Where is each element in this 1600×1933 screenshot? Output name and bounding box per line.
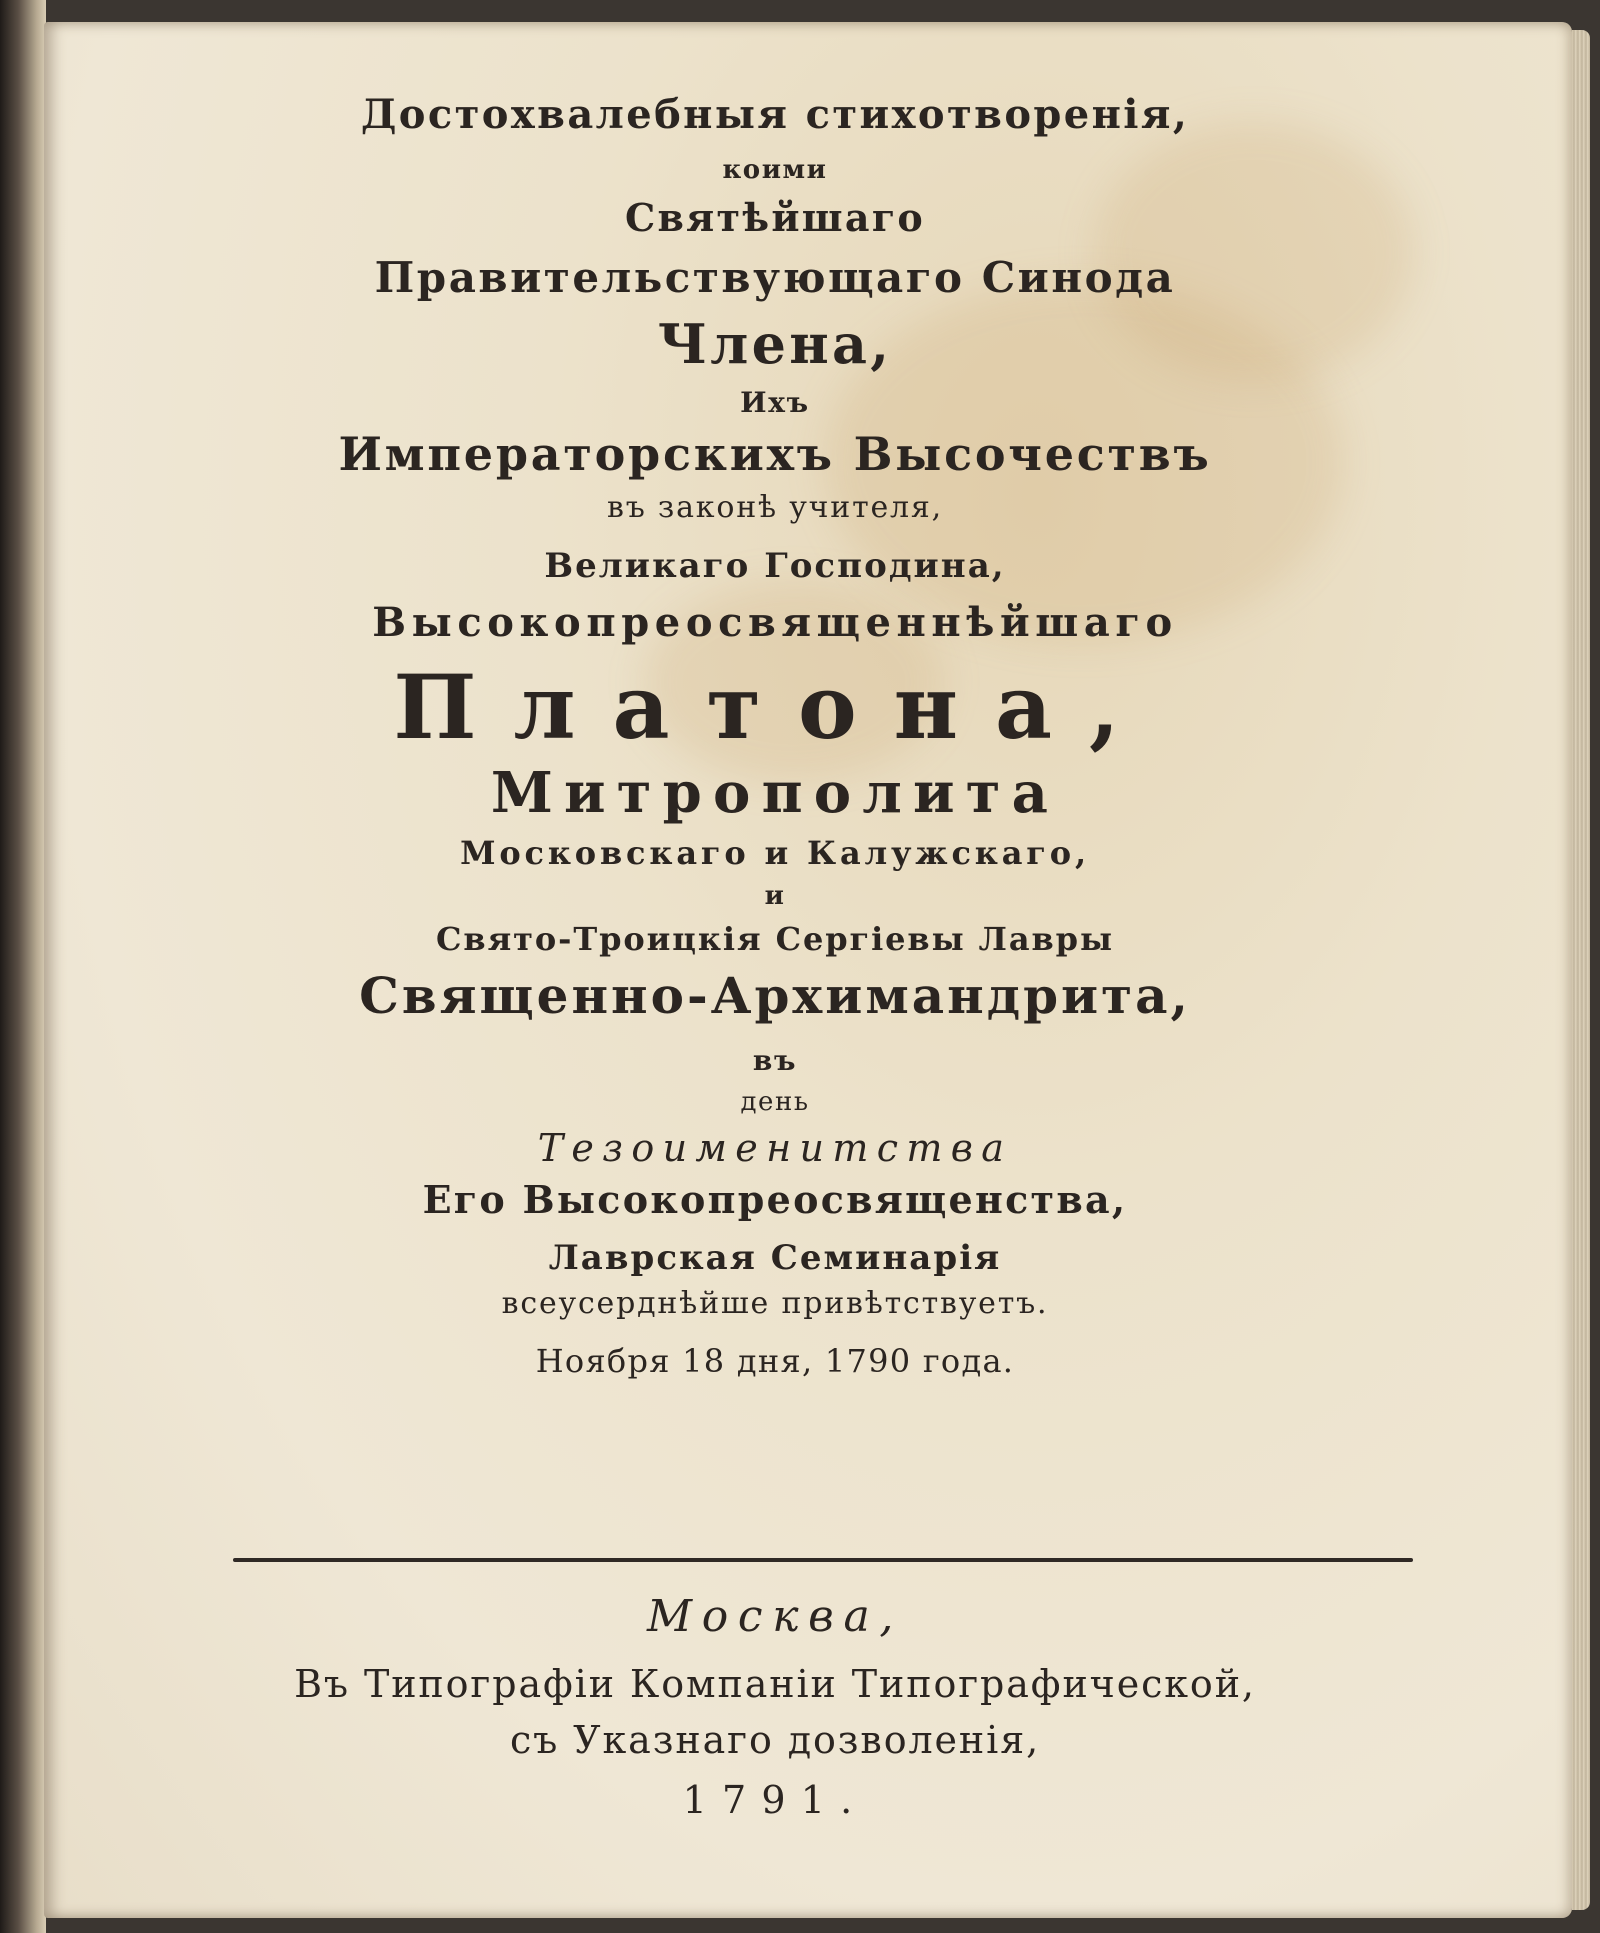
title-line: въ законѣ учителя, <box>607 490 943 525</box>
title-line: Его Высокопреосвященства, <box>422 1177 1128 1222</box>
title-line: Высокопреосвященнѣйшаго <box>372 599 1178 646</box>
imprint-city: Москва, <box>646 1591 904 1642</box>
page-fore-edge <box>1572 30 1590 1910</box>
title-line: Священно-Архимандрита, <box>359 966 1191 1025</box>
title-line: день <box>740 1087 810 1117</box>
imprint-block <box>120 1591 1430 1822</box>
imprint-permission: съ Указнаго дозволенія, <box>509 1718 1041 1762</box>
imprint-press: Въ Типографіи Компаніи Типографической, <box>294 1662 1256 1706</box>
title-line: всеусерднѣйше привѣтствуетъ. <box>501 1286 1049 1321</box>
title-line: Свято-Троицкія Сергіевы Лавры <box>436 920 1114 958</box>
title-line: Святѣйшаго <box>624 195 926 240</box>
title-line: Члена, <box>657 312 893 376</box>
title-line: Правительствующаго Синода <box>374 253 1176 302</box>
title-line: Московскаго и Калужскаго, <box>460 834 1090 872</box>
title-line: коими <box>722 155 828 185</box>
divider-rule <box>233 1558 1413 1562</box>
title-line: Лаврская Семинарія <box>548 1238 1002 1278</box>
title-line: Достохвалебныя стихотворенія, <box>360 91 1190 138</box>
title-line: Митрополита <box>490 760 1060 826</box>
facing-page-edge <box>0 0 46 1933</box>
title-line: Ихъ <box>740 386 810 419</box>
title-line: Императорскихъ Высочествъ <box>338 427 1212 481</box>
title-line: Великаго Господина, <box>544 546 1006 586</box>
imprint-year: 1791. <box>682 1778 868 1822</box>
title-line: Тезоименитства <box>537 1126 1013 1170</box>
title-line: и <box>764 881 786 911</box>
title-line-name: Платона, <box>393 655 1157 759</box>
title-block <box>120 91 1430 1380</box>
title-date: Ноября 18 дня, 1790 года. <box>535 1342 1015 1380</box>
title-line: въ <box>752 1044 798 1077</box>
